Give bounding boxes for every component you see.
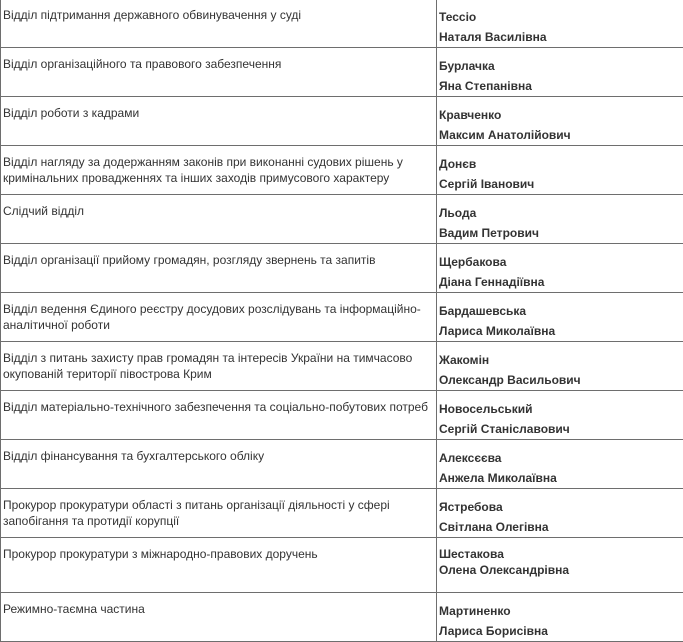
head-surname: Жакомін [439,350,681,370]
department-name: Відділ з питань захисту прав громадян та інтересів України на тимчасово окупованій території півострова Крим [1,342,436,382]
department-name: Відділ фінансування та бухгалтерського обліку [1,440,436,464]
table-row [1,195,683,244]
department-name: Відділ організаційного та правового забезпечення [1,48,436,72]
head-surname: Алексєєва [439,448,681,468]
head-name: Лариса Миколаївна [439,321,681,341]
department-name: Прокурор прокуратури з міжнародно-правових доручень [1,538,436,562]
head-surname: Донєв [439,154,681,174]
department-name: Відділ підтримання державного обвинувачення у суді [1,0,436,23]
table-row [1,0,683,48]
head-surname: Кравченко [439,105,681,125]
department-name: Режимно-таємна частина [1,593,436,617]
head-surname: Бурлачка [439,56,681,76]
department-head [437,97,683,145]
department-head [437,489,683,537]
department-name: Відділ роботи з кадрами [1,97,436,121]
head-surname: Бардашевська [439,301,681,321]
head-name: Сергій Іванович [439,174,681,194]
department-name: Відділ ведення Єдиного реєстру досудових розслідувань та інформаційно-аналітичної роботи [1,293,436,333]
head-name: Анжела Миколаївна [439,468,681,488]
table-row [1,440,683,489]
head-surname: Щербакова [439,252,681,272]
table-row [1,293,683,342]
department-name: Слідчий відділ [1,195,436,219]
department-head [437,48,683,96]
head-name: Олена Олександрівна [439,562,681,578]
head-name: Лариса Борисівна [439,621,681,641]
department-head [437,244,683,292]
department-head [437,440,683,488]
head-name: Олександр Васильович [439,370,681,390]
department-name: Відділ нагляду за додержанням законів при виконанні судових рішень у кримінальних провадженнях та інших заходів примусового характеру [1,146,436,186]
department-head [437,538,683,578]
table-row [1,538,683,593]
table-row [1,48,683,97]
department-head [437,0,683,47]
department-name: Відділ організації прийому громадян, розгляду звернень та запитів [1,244,436,268]
table-row [1,244,683,293]
department-head [437,593,683,641]
head-surname: Шестакова [439,546,681,562]
department-name: Відділ матеріально-технічного забезпечення та соціально-побутових потреб [1,391,436,415]
head-name: Яна Степанівна [439,76,681,96]
head-name: Вадим Петрович [439,223,681,243]
head-name: Сергій Станіславович [439,419,681,439]
table-row [1,146,683,195]
department-head [437,342,683,390]
department-head [437,293,683,341]
head-name: Наталя Василівна [439,27,681,47]
department-head [437,146,683,194]
table-row [1,593,683,642]
department-head [437,195,683,243]
head-name: Світлана Олегівна [439,517,681,537]
head-name: Максим Анатолійович [439,125,681,145]
head-surname: Тессіо [439,7,681,27]
table-row [1,97,683,146]
head-surname: Льода [439,203,681,223]
head-surname: Мартиненко [439,601,681,621]
table-row [1,342,683,391]
head-surname: Ястребова [439,497,681,517]
table-row [1,391,683,440]
table-row [1,489,683,538]
department-name: Прокурор прокуратури області з питань організації діяльності у сфері запобігання та протидії корупції [1,489,436,529]
head-name: Діана Геннадіївна [439,272,681,292]
department-head [437,391,683,439]
head-surname: Новосельський [439,399,681,419]
